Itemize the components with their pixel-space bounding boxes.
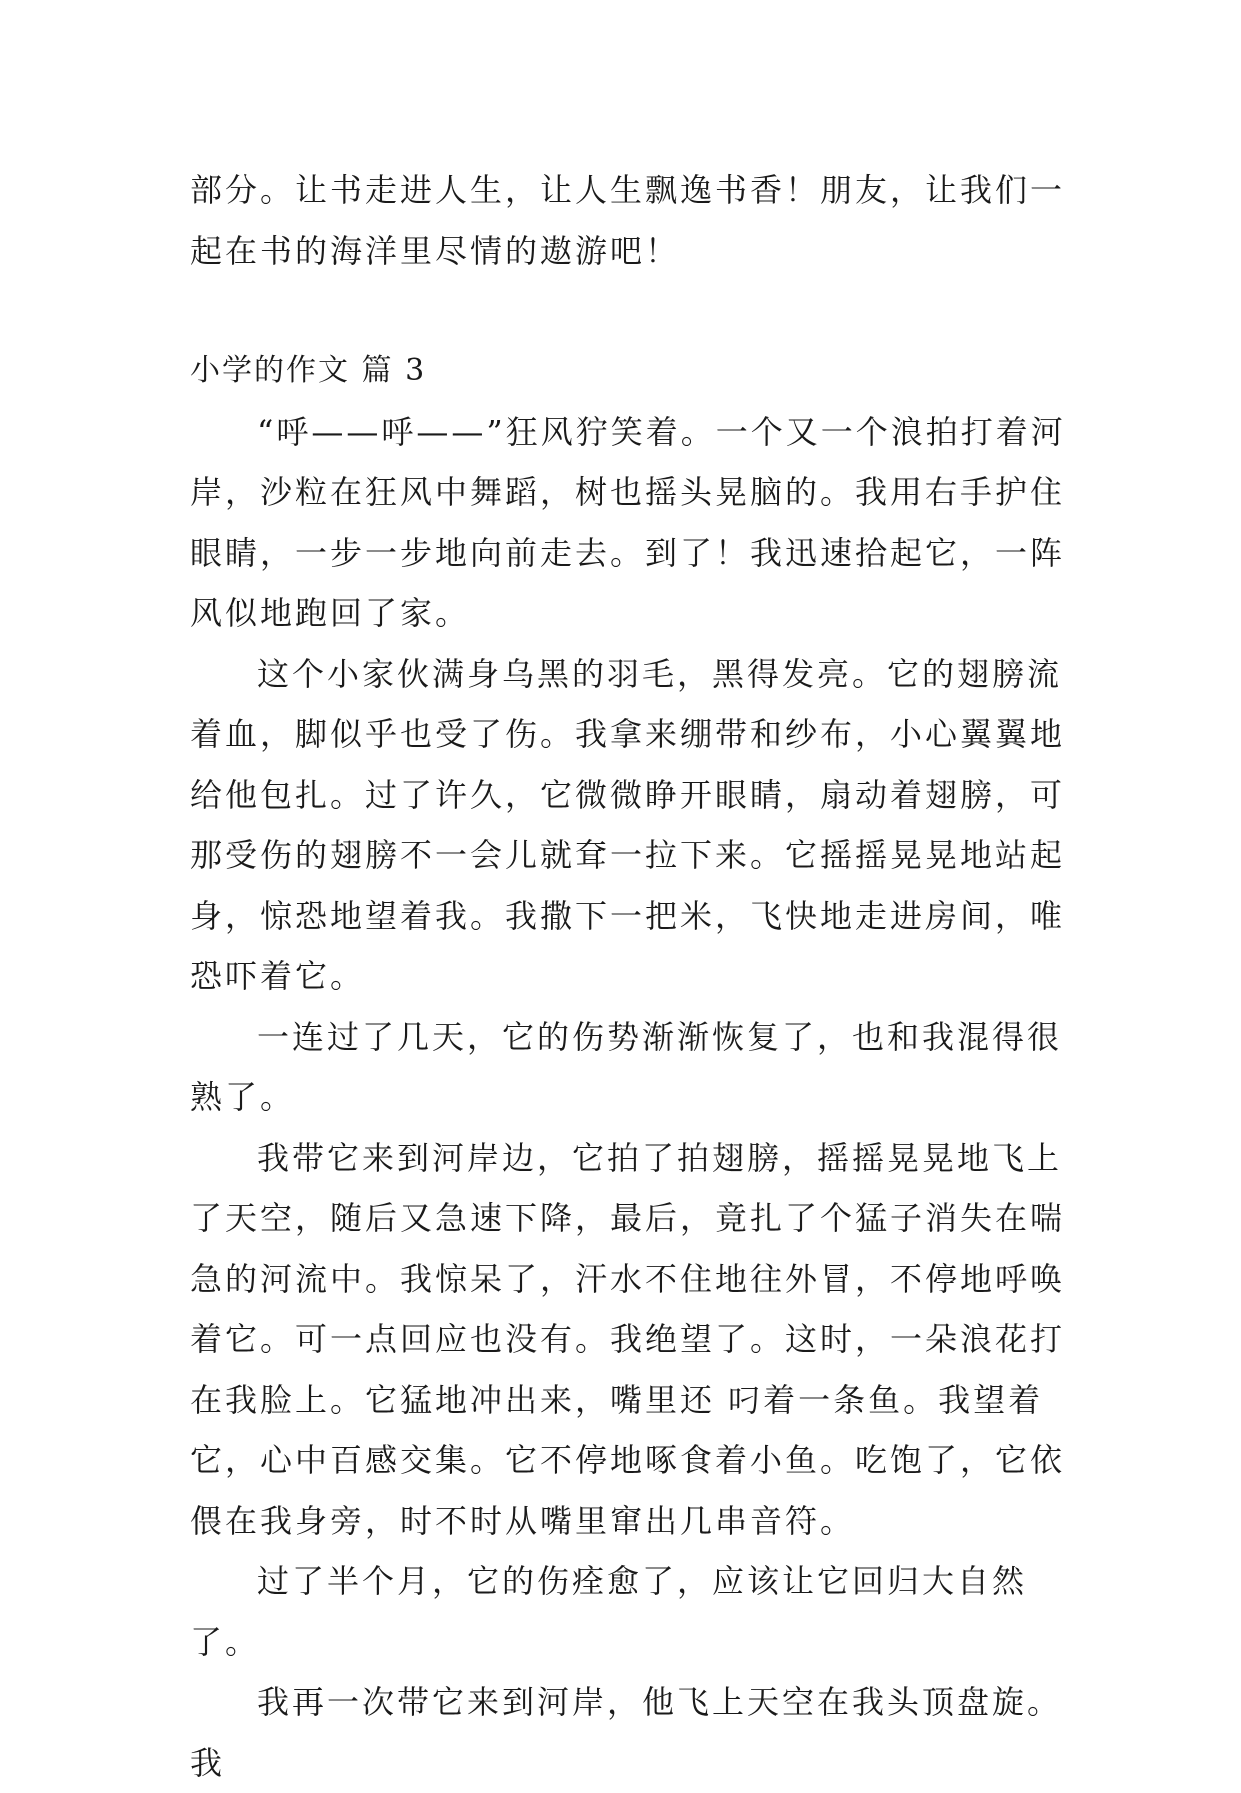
paragraph-1: “呼——呼——”狂风狞笑着。一个又一个浪拍打着河岸，沙粒在狂风中舞蹈，树也摇头晃脑的。我用右手护住眼睛，一步一步地向前走去。到了！我迅速拾起它，一阵风似地跑回了家。 — [190, 412, 1066, 632]
paragraph-2: 这个小家伙满身乌黑的羽毛，黑得发亮。它的翅膀流着血，脚似乎也受了伤。我拿来绷带和纱布，小心翼翼地给他包扎。过了许久，它微微睁开眼睛，扇动着翅膀，可那受伤的翅膀不一会儿就耷一拉下来。它摇摇晃晃地站起身，惊恐地望着我。我撒下一把米，飞快地走进房间，唯恐吓着它。 — [190, 654, 1066, 995]
paragraph-3: 一连过了几天，它的伤势渐渐恢复了，也和我混得很熟了。 — [190, 1017, 1063, 1116]
paragraph-4: 我带它来到河岸边，它拍了拍翅膀，摇摇晃晃地飞上了天空，随后又急速下降，最后，竟扎了个猛子消失在喘急的河流中。我惊呆了，汗水不住地往外冒，不停地呼唤着它。可一点回应也没有。我绝望了。这时，一朵浪花打在我脸上。它猛地冲出来，嘴里还 叼着一条鱼。我望着它，心中百感交集。它不停地啄食着小鱼。吃饱了，它依偎在我身旁，时不时从嘴里窜出几串音符。 — [190, 1138, 1066, 1540]
paragraph-5: 过了半个月，它的伤痊愈了，应该让它回归大自然了。 — [190, 1562, 1028, 1661]
section-heading: 小学的作文 篇 3 — [190, 353, 427, 388]
document-body — [190, 160, 1070, 1793]
intro-paragraph: 部分。让书走进人生，让人生飘逸书香！朋友，让我们一起在书的海洋里尽情的遨游吧！ — [190, 171, 1066, 270]
paragraph-6: 我再一次带它来到河岸，他飞上天空在我头顶盘旋。我 — [190, 1683, 1063, 1782]
